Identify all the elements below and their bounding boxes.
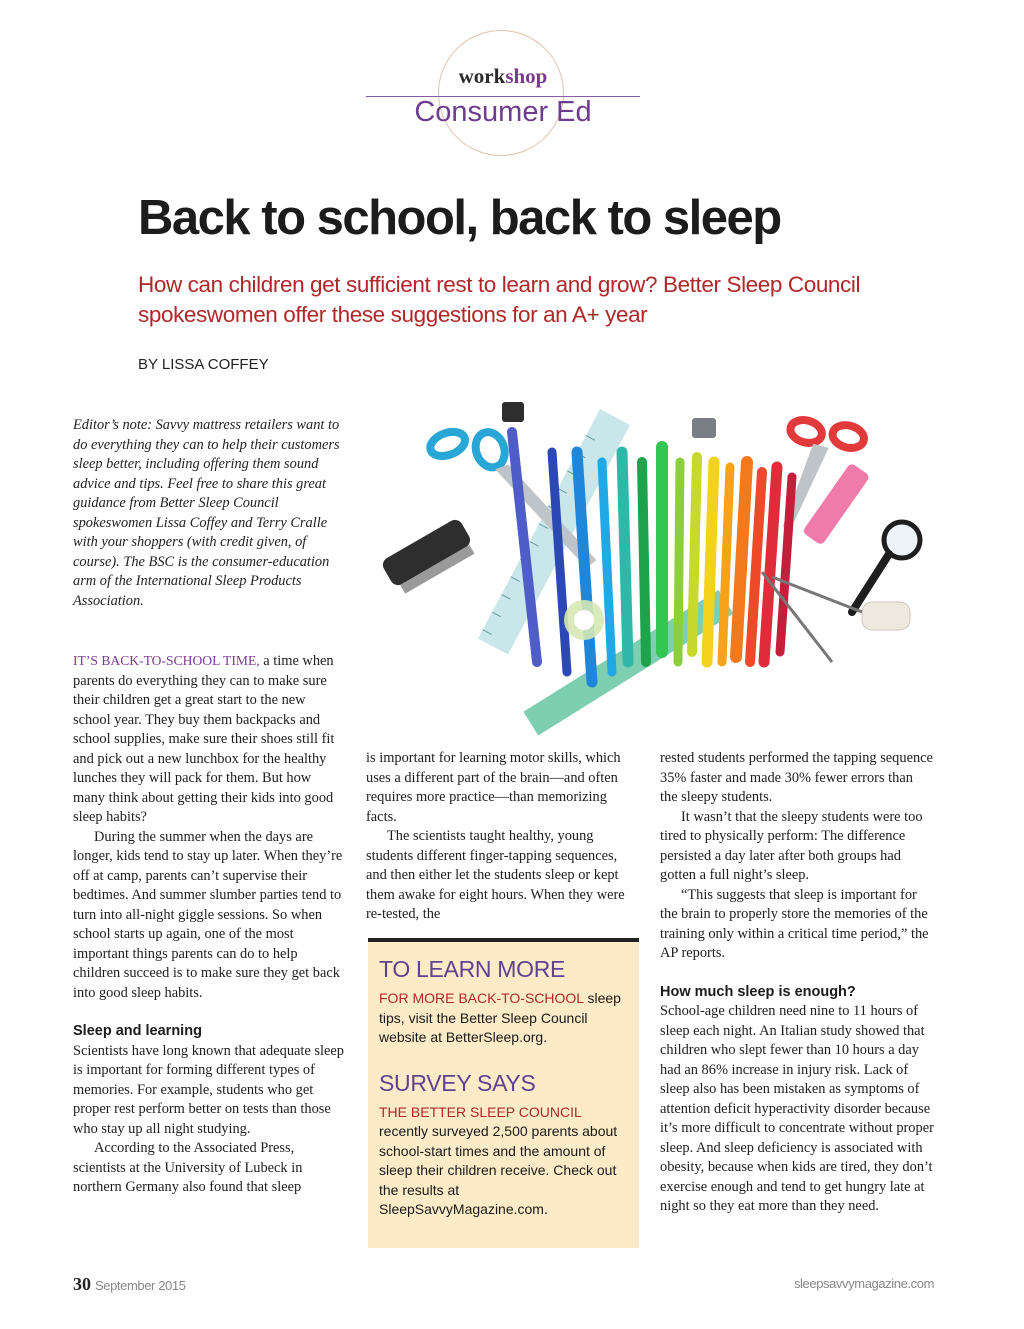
body-column-3 (660, 749, 934, 1217)
body-paragraph: rested students performed the tapping sequence 35% faster and made 30% fewer errors than the sleepy students. (660, 750, 933, 805)
byline: BY LISSA COFFEY (138, 356, 269, 373)
body-paragraph: It wasn’t that the sleepy students were too tired to physically perform: The difference persisted a day later after both groups had gotten a full night’s sleep. (660, 808, 923, 883)
body-paragraph: During the summer when the days are longer, kids tend to stay up later. When they’re off at camp, parents can’t supervise their bedtimes. And summer slumber parties tend to turn into all-night giggle sessions. So when school starts up again, one of the most important things parents can do to help children succeed is to make sure they get back into good sleep habits. (73, 828, 343, 1001)
section-category: Consumer Ed (414, 96, 592, 128)
issue-date: September 2015 (95, 1278, 186, 1293)
article-title: Back to school, back to sleep (138, 191, 781, 245)
sidebar-lead: FOR MORE BACK-TO-SCHOOL (379, 990, 584, 1006)
sidebar-heading-survey: SURVEY SAYS (379, 1069, 536, 1096)
school-supplies-photo (362, 362, 942, 742)
body-paragraph: Scientists have long known that adequate sleep is important for forming different types of memories. For example, students who get proper rest perform better on tests than those who stay up all night studying. (73, 1042, 344, 1137)
sidebar-lead: THE BETTER SLEEP COUNCIL (379, 1103, 582, 1120)
sidebar-body: recently surveyed 2,500 parents about school-start times and the amount of sleep their children receive. Check out the results at SleepSavvyMagazine.com. (379, 1123, 618, 1217)
header-badge-circle (438, 30, 564, 156)
body-paragraph: is important for learning motor skills, which uses a different part of the brain—and often requires more practice—than memorizing facts. (366, 750, 621, 825)
body-paragraph: The scientists taught healthy, young students different finger-tapping sequences, and then either let the students sleep or kept them awake for eight hours. When they were re-tested, the (366, 828, 625, 922)
body-column-2 (366, 749, 641, 925)
sidebar-text-survey (379, 1103, 628, 1220)
body-paragraph: School-age children need nine to 11 hours of sleep each night. An Italian study showed that children who slept fewer than 10 hours a day had an 86% increase in injury risk. Lack of sleep also has been mistaken as symptoms of attention deficit hyperactivity disorder because it’s more difficult to concentrate without proper sleep. And sleep deficiency is associated with obesity, because when kids are tired, they don’t exercise enough and tend to get hungry late at night so they eat more than they need. (660, 1003, 934, 1214)
subhead-how-much-sleep: How much sleep is enough? (660, 983, 856, 1000)
section-badge-label (366, 64, 640, 89)
body-paragraph: “This suggests that sleep is important for the brain to properly store the memories of the training only within a critical time period,” the AP reports. (660, 886, 929, 961)
page-footer-left (73, 1274, 186, 1295)
page-number: 30 (73, 1274, 91, 1294)
sidebar-heading-learn-more: TO LEARN MORE (379, 956, 566, 982)
sidebar-box (368, 938, 639, 1248)
badge-word-part2: shop (505, 64, 548, 88)
body-column-1 (73, 651, 346, 1198)
editor-note: Editor’s note: Savvy mattress retailers want to do everything they can to help their customers sleep better, including offering them sound advice and tips. Feel free to share this great guidance from Better Sleep Council spokeswomen Lissa Coffey and Terry Cralle with your shoppers (with credit given, of course). The BSC is the consumer-education arm of the International Sleep Products Association. (73, 417, 340, 609)
sidebar-text-learn-more (379, 989, 628, 1048)
footer-website: sleepsavvymagazine.com (793, 1276, 934, 1291)
lead-caps: IT’S BACK-TO-SCHOOL TIME, (73, 653, 260, 668)
badge-word-part1: work (458, 64, 506, 88)
intro-text: a time when parents do everything they can to make sure their children get a great start to the new school year. They buy them backpacks and school supplies, make sure their shoes still fit and pick out a new lunchbox for the healthy lunches they will pack for them. But how many think about getting their kids into good sleep habits? (73, 653, 335, 825)
article-subtitle: How can children get sufficient rest to learn and grow? Better Sleep Council spokeswomen offer these suggestions for an A+ year (138, 272, 861, 327)
sidebar-body: sleep tips, visit the Better Sleep Council website at BetterSleep.org. (379, 990, 621, 1045)
intro-paragraph (73, 651, 346, 828)
body-paragraph: According to the Associated Press, scientists at the University of Lubeck in northern Germany also found that sleep (73, 1140, 303, 1195)
subhead-sleep-and-learning: Sleep and learning (73, 1023, 202, 1039)
